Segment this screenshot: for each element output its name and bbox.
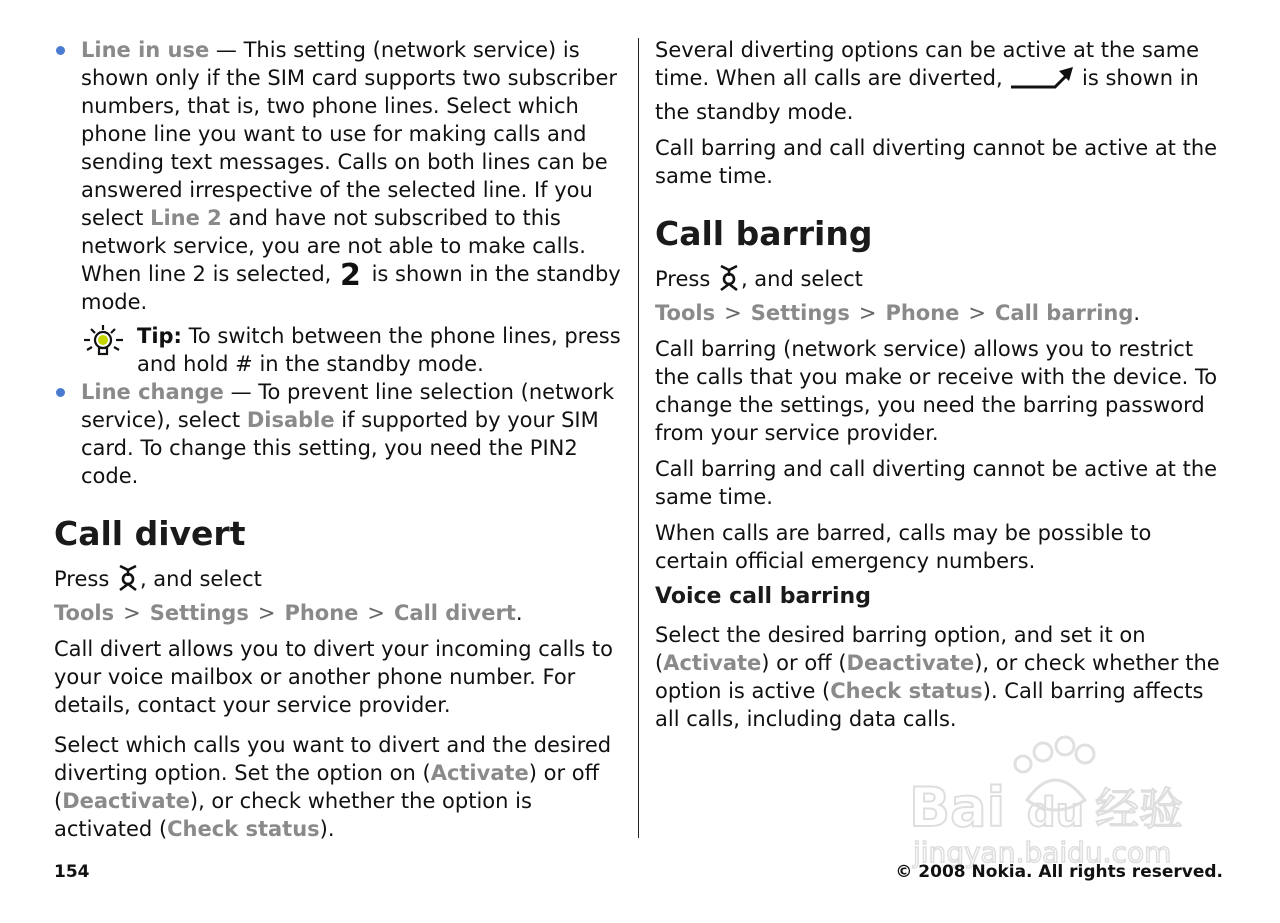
path-call-barring: Call barring: [995, 301, 1134, 325]
tip-box: [81, 322, 626, 378]
bullet-dot: [56, 388, 65, 397]
svg-text:经验: 经验: [1095, 784, 1183, 835]
path-tools: Tools: [54, 601, 115, 625]
kw-activate: Activate: [430, 761, 529, 785]
voice-call-barring-para: [655, 621, 1230, 733]
tip-text: [137, 322, 626, 378]
line-in-use-text-b: and have not subscribed to this network service, you are not able to make calls. When line 2 is selected,: [81, 206, 586, 286]
path-call-divert: Call divert: [394, 601, 516, 625]
line-in-use-text: — This setting (network service) is shown only if the SIM card supports two subscriber numbers, that is, two phone lines. Select which phone line you want to use for making calls and sending text messages. Calls on both lines can be answered irrespective of the selected line. If you select: [81, 38, 617, 230]
path-phone: Phone: [284, 601, 359, 625]
heading-voice-call-barring: Voice call barring: [655, 584, 871, 609]
call-divert-para1: Call divert allows you to divert your incoming calls to your voice mailbox or another phone number. For details, contact your service provider.: [54, 637, 614, 717]
press-text: Press: [54, 567, 116, 591]
call-divert-path: [54, 562, 626, 627]
path-sep: >: [724, 301, 742, 325]
vcb-text-b: ) or off (: [761, 651, 847, 675]
period: .: [515, 601, 523, 625]
term-line-change: Line change: [81, 380, 224, 404]
term-line-in-use: Line in use: [81, 38, 210, 62]
bullet-dot: [56, 46, 65, 55]
copyright: © 2008 Nokia. All rights reserved.: [895, 862, 1223, 882]
tip-body: To switch between the phone lines, press and hold # in the standby mode.: [137, 324, 621, 376]
para2-text-d: ).: [319, 817, 335, 841]
divert-text-b: is shown in the standby mode.: [655, 66, 1199, 124]
vcb-text-c: ), or check whether the option is active (: [655, 651, 1220, 703]
call-barring-path: [655, 262, 1230, 327]
kw-disable: Disable: [246, 408, 335, 432]
vcb-text-a: Select the desired barring option, and set it on (: [655, 623, 1146, 675]
and-select-text: , and select: [740, 267, 863, 291]
path-phone: Phone: [885, 301, 960, 325]
kw-deactivate: Deactivate: [846, 651, 975, 675]
path-settings: Settings: [750, 301, 850, 325]
list-item-line-in-use: [54, 36, 626, 316]
path-sep: >: [858, 301, 877, 325]
path-tools: Tools: [655, 301, 716, 325]
press-text: Press: [655, 267, 717, 291]
svg-text:jingyan.baidu.com: jingyan.baidu.com: [913, 836, 1172, 869]
kw-deactivate: Deactivate: [62, 789, 190, 813]
call-barring-para3: When calls are barred, calls may be possible to certain official emergency numbers.: [655, 521, 1152, 573]
para2-text-a: Select which calls you want to divert and the desired diverting option. Set the option on (: [54, 733, 612, 785]
kw-activate: Activate: [663, 651, 762, 675]
baidu-watermark: [905, 730, 1205, 870]
para2-text-b: ) or off (: [54, 761, 600, 813]
svg-text:Bai: Bai: [909, 776, 1006, 839]
line-change-text: — To prevent line selection (network service), select: [81, 380, 615, 432]
lightbulb-icon: [81, 322, 137, 378]
path-sep: >: [257, 601, 276, 625]
settings-list: [54, 36, 626, 316]
and-select-text: , and select: [139, 567, 262, 591]
vcb-text-d: ). Call barring affects all calls, including data calls.: [655, 679, 1204, 731]
kw-check-status: Check status: [830, 679, 983, 703]
period: .: [1133, 301, 1141, 325]
divert-active-para: [655, 36, 1230, 126]
page-number: 154: [54, 862, 90, 882]
para2-text-c: ), or check whether the option is activated (: [54, 789, 532, 841]
settings-list-2: [54, 378, 626, 490]
line-in-use-text-c: is shown in the standby mode.: [81, 262, 621, 314]
menu-key-icon: [116, 562, 140, 599]
kw-line-2: Line 2: [150, 206, 222, 230]
svg-text:du: du: [1027, 790, 1085, 836]
menu-key-icon: [717, 262, 741, 299]
barring-divert-note: Call barring and call diverting cannot be active at the same time.: [655, 136, 1218, 188]
column-divider: [638, 38, 639, 838]
heading-call-barring: Call barring: [655, 214, 873, 253]
right-column: [655, 36, 1230, 741]
list-item-line-change: [54, 378, 626, 490]
call-barring-para1: Call barring (network service) allows you to restrict the calls that you make or receive with the device. To change the settings, you need the barring password from your service provider.: [655, 337, 1218, 445]
path-settings: Settings: [149, 601, 249, 625]
call-divert-para2: [54, 731, 626, 843]
call-barring-para2: Call barring and call diverting cannot be active at the same time.: [655, 457, 1218, 509]
path-sep: >: [968, 301, 987, 325]
path-sep: >: [367, 601, 386, 625]
kw-check-status: Check status: [167, 817, 320, 841]
left-column: [54, 36, 626, 851]
divert-text-a: Several diverting options can be active at the same time. When all calls are diverted,: [655, 38, 1200, 90]
line-change-text-b: if supported by your SIM card. To change this setting, you need the PIN2 code.: [81, 408, 599, 488]
path-sep: >: [123, 601, 141, 625]
tip-label: Tip:: [137, 324, 182, 348]
divert-arrow-icon: [1009, 65, 1075, 98]
line-2-icon: 2: [340, 258, 361, 293]
heading-call-divert: Call divert: [54, 514, 246, 553]
